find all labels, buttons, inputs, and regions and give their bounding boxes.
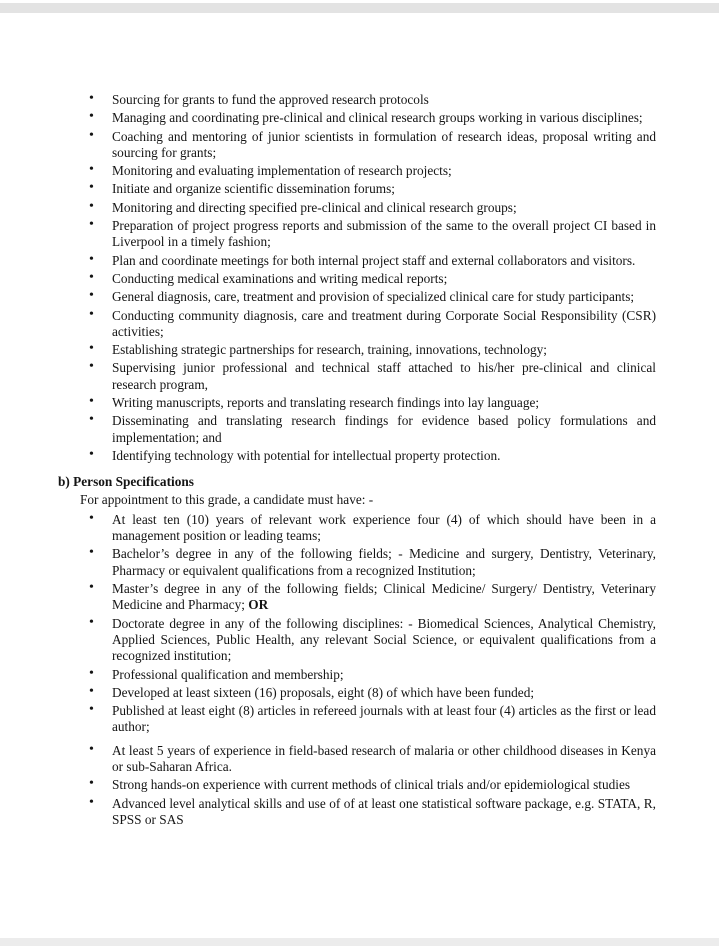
person-specifications-list	[58, 512, 656, 828]
list-item: • General diagnosis, care, treatment and provision of specialized clinical care for study participants;	[58, 289, 656, 305]
page-top-edge	[0, 3, 719, 13]
list-item: • Supervising junior professional and technical staff attached to his/her pre-clinical and clinical research program,	[58, 360, 656, 393]
document-content	[58, 92, 656, 830]
bold-or-text: OR	[248, 597, 269, 613]
list-item: • Conducting community diagnosis, care and treatment during Corporate Social Responsibility (CSR) activities;	[58, 308, 656, 341]
list-item: • Managing and coordinating pre-clinical and clinical research groups working in various disciplines;	[58, 110, 656, 126]
list-item: • Identifying technology with potential for intellectual property protection.	[58, 448, 656, 464]
list-item: • Writing manuscripts, reports and translating research findings into lay language;	[58, 395, 656, 411]
list-item: • Bachelor’s degree in any of the following fields; - Medicine and surgery, Dentistry, Veterinary, Pharmacy or equivalent qualifications from a recognized Institution;	[58, 546, 656, 579]
list-item: • Coaching and mentoring of junior scientists in formulation of research ideas, proposal writing and sourcing for grants;	[58, 129, 656, 162]
list-item: • Monitoring and directing specified pre-clinical and clinical research groups;	[58, 200, 656, 216]
section-heading-person-specifications: b) Person Specifications	[58, 474, 194, 490]
list-item: • Plan and coordinate meetings for both internal project staff and external collaborators and visitors.	[58, 253, 656, 269]
list-item: • At least ten (10) years of relevant work experience four (4) of which should have been in a management position or leading teams;	[58, 512, 656, 545]
list-item: • At least 5 years of experience in field-based research of malaria or other childhood diseases in Kenya or sub-Saharan Africa.	[58, 743, 656, 776]
list-item: • Published at least eight (8) articles in refereed journals with at least four (4) articles as the first or lead author;	[58, 703, 656, 736]
list-item: • Advanced level analytical skills and use of of at least one statistical software package, e.g. STATA, R, SPSS or SAS	[58, 796, 656, 829]
list-item: • Professional qualification and membership;	[58, 667, 656, 683]
list-item	[58, 581, 656, 614]
list-item: • Monitoring and evaluating implementation of research projects;	[58, 163, 656, 179]
list-item: • Strong hands-on experience with current methods of clinical trials and/or epidemiological studies	[58, 777, 656, 793]
list-item: • Establishing strategic partnerships for research, training, innovations, technology;	[58, 342, 656, 358]
duties-list	[58, 92, 656, 464]
list-item-text: Master’s degree in any of the following fields; Clinical Medicine/ Surgery/ Dentistry, Veterinary Medicine and Pharmacy;	[112, 581, 656, 613]
section-intro: For appointment to this grade, a candidate must have: -	[80, 491, 374, 507]
list-item: • Developed at least sixteen (16) proposals, eight (8) of which have been funded;	[58, 685, 656, 701]
list-item: • Sourcing for grants to fund the approved research protocols	[58, 92, 656, 108]
list-item: • Doctorate degree in any of the following disciplines: - Biomedical Sciences, Analytical Chemistry, Applied Sciences, Public Health, any relevant Social Science, or equivalent qualifications from a recognized institution;	[58, 616, 656, 665]
page-bottom-edge	[0, 938, 719, 946]
list-item: • Initiate and organize scientific dissemination forums;	[58, 181, 656, 197]
list-item: • Disseminating and translating research findings for evidence based policy formulations and implementation; and	[58, 413, 656, 446]
list-item: • Preparation of project progress reports and submission of the same to the overall project CI based in Liverpool in a timely fashion;	[58, 218, 656, 251]
list-item: • Conducting medical examinations and writing medical reports;	[58, 271, 656, 287]
